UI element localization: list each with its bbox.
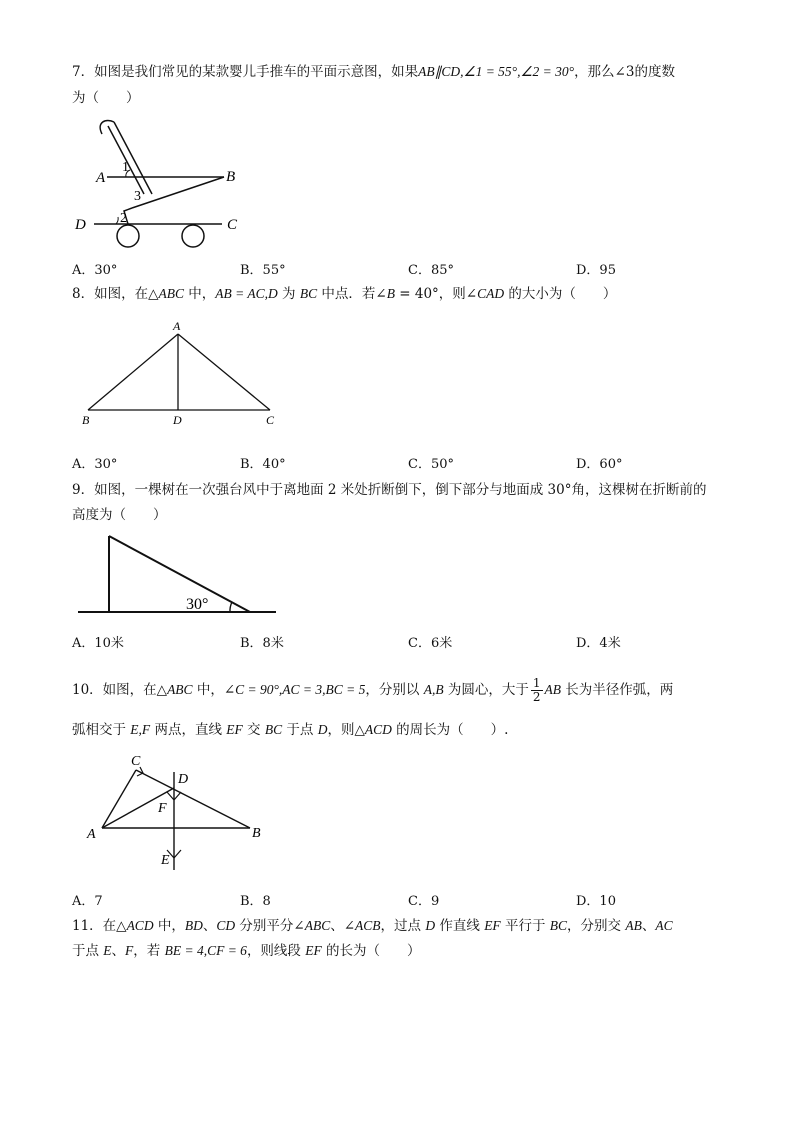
q7-option-b[interactable]: B．55° bbox=[240, 263, 286, 278]
angle-arc bbox=[230, 602, 232, 612]
q10-option-b[interactable]: B．8 bbox=[240, 894, 271, 909]
label-d: D bbox=[75, 217, 86, 233]
q9-option-d[interactable]: D．4米 bbox=[576, 636, 621, 651]
q10-stem-line2: 弧相交于 E,F 两点，直线 EF 交 BC 于点 D，则△ACD 的周长为（ ）. bbox=[72, 722, 509, 738]
label-d: D bbox=[173, 413, 182, 427]
q9-option-a[interactable]: A．10米 bbox=[72, 636, 124, 651]
q8-option-d[interactable]: D．60° bbox=[576, 457, 623, 472]
label-d: D bbox=[178, 772, 189, 787]
angle-3-label: 3 bbox=[134, 189, 141, 204]
fallen-part bbox=[109, 536, 250, 612]
angle-1-label: 1 bbox=[122, 160, 129, 175]
side-ab bbox=[88, 334, 178, 410]
wheel-right bbox=[182, 225, 204, 247]
label-b: B bbox=[226, 169, 236, 185]
q7-stem-line2: 为（ ） bbox=[72, 90, 140, 106]
label-b: B bbox=[82, 413, 90, 427]
q11-stem-line2: 于点 E、F，若 BE = 4,CF = 6，则线段 EF 的长为（ ） bbox=[72, 943, 421, 959]
label-a: A bbox=[173, 319, 181, 333]
label-c: C bbox=[227, 217, 238, 233]
q10-option-d[interactable]: D．10 bbox=[576, 894, 616, 909]
q7-stroller-figure bbox=[72, 118, 252, 250]
fraction-one-half: $\frac{1}{2}$ bbox=[532, 676, 541, 704]
label-e: E bbox=[161, 853, 170, 868]
label-c: C bbox=[131, 754, 141, 769]
q10-option-a[interactable]: A．7 bbox=[72, 894, 103, 909]
q9-option-c[interactable]: C．6米 bbox=[408, 636, 453, 651]
q9-tree-figure bbox=[72, 532, 282, 618]
handle-outer bbox=[114, 122, 152, 194]
q10-construction-figure bbox=[82, 750, 272, 874]
wheel-left bbox=[117, 225, 139, 247]
q8-option-c[interactable]: C．50° bbox=[408, 457, 454, 472]
q7-option-a[interactable]: A．30° bbox=[72, 263, 118, 278]
q7-stem-line1: 7．如图是我们常见的某款婴儿手推车的平面示意图，如果AB∥CD,∠1 = 55°,∠2 = 30°，那么∠3的度数 bbox=[72, 64, 675, 80]
label-b: B bbox=[252, 826, 261, 841]
q9-stem-line1: 9．如图，一棵树在一次强台风中于离地面 2 米处折断倒下，倒下部分与地面成 30°角，这棵树在折断前的 bbox=[72, 482, 707, 498]
q7-option-d[interactable]: D．95 bbox=[576, 263, 616, 278]
angle-2-label: 2 bbox=[120, 211, 127, 226]
q9-stem-line2: 高度为（ ） bbox=[72, 507, 167, 523]
side-ac bbox=[178, 334, 270, 410]
label-a: A bbox=[87, 827, 96, 842]
q10-stem-line1: 10．如图，在△ABC 中，∠C = 90°,AC = 3,BC = 5，分别以 A,B 为圆心，大于 $\frac{1}{2}$ AB 长为半径作弧，两 bbox=[72, 676, 674, 704]
q10-option-c[interactable]: C．9 bbox=[408, 894, 440, 909]
q8-triangle-figure bbox=[74, 314, 284, 432]
label-a: A bbox=[96, 170, 106, 186]
q8-stem: 8．如图，在△ABC 中，AB = AC,D 为 BC 中点．若∠B = 40°，则∠CAD 的大小为（ ） bbox=[72, 286, 617, 302]
q9-option-b[interactable]: B．8米 bbox=[240, 636, 284, 651]
label-c: C bbox=[266, 413, 275, 427]
label-f: F bbox=[158, 801, 167, 816]
angle-label: 30° bbox=[186, 596, 209, 613]
q8-option-a[interactable]: A．30° bbox=[72, 457, 118, 472]
q11-stem-line1: 11．在△ACD 中，BD、CD 分别平分∠ABC、∠ACB，过点 D 作直线 EF 平行于 BC，分别交 AB、AC bbox=[72, 918, 673, 934]
q7-option-c[interactable]: C．85° bbox=[408, 263, 454, 278]
q8-option-b[interactable]: B．40° bbox=[240, 457, 286, 472]
